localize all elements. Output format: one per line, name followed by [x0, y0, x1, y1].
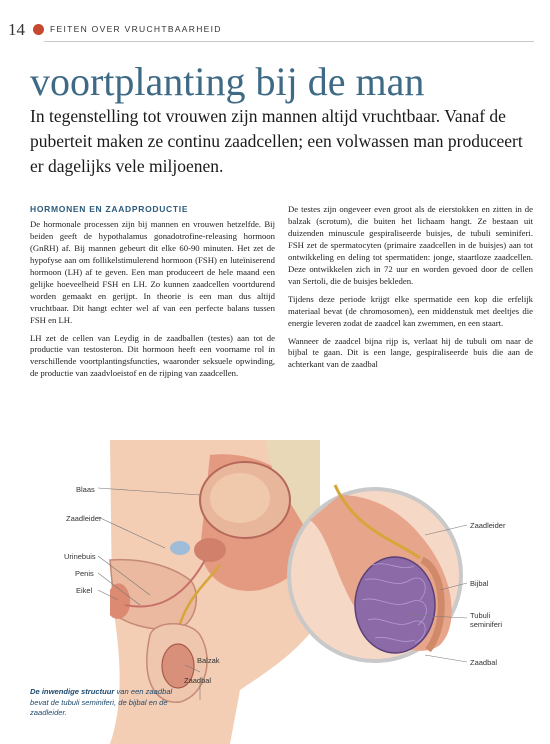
label-penis: Penis	[75, 569, 94, 578]
label-balzak: Balzak	[197, 656, 220, 665]
paragraph: LH zet de cellen van Leydig in de zaadballen (testes) aan tot de productie van testosteron. Dit hormoon heeft een voorname rol in verschillende voortplantingsfuncties, waaronder seksuele opwinding, de productie van zaadvloeistof en de rijping van zaadcellen.	[30, 332, 275, 379]
caption-text: van een zaadbal bevat de tubuli seminiferi, de bijbal en de zaadleider.	[30, 687, 173, 717]
page-number: 14	[8, 20, 25, 39]
text-column-right	[288, 204, 533, 371]
header-rule	[44, 41, 534, 42]
label-urinebuis: Urinebuis	[64, 552, 96, 561]
figure-caption	[30, 687, 178, 719]
intro-paragraph: In tegenstelling tot vrouwen zijn mannen altijd vruchtbaar. Vanaf de puberteit maken ze continu zaadcellen; een volwassen man produceert er dagelijks vele miljoenen.	[30, 106, 523, 176]
label-eikel: Eikel	[76, 586, 93, 595]
caption-bold: De inwendige structuur	[30, 687, 115, 696]
label-zaadleider-right: Zaadleider	[470, 521, 506, 530]
label-zaadleider-left: Zaadleider	[66, 514, 102, 523]
header-dot	[33, 24, 44, 35]
label-zaadbal-left: Zaadbal	[184, 676, 212, 685]
paragraph: De hormonale processen zijn bij mannen en vrouwen hetzelfde. Bij beiden geeft de hypothalamus gonadotrofine-releasing hormoon (GnRH) af. Bij mannen gebeurt dit elke 60-90 minuten. Het zet de hypofyse aan om follikelstimulerend hormoon (FSH) en luteïniserend hormoon (LH) af te geven. Een man produceert de hele maand een gelijke hoeveelheid FSH en LH. Zo kunnen zaadcellen voortdurend worden gemaakt en gerijpt. In theorie is een man dus altijd vruchtbaar. Dit hangt echter wel af van een perfecte balans tussen FSH en LH.	[30, 218, 275, 325]
section-heading: HORMONEN EN ZAADPRODUCTIE	[30, 204, 189, 214]
label-zaadbal-right: Zaadbal	[470, 658, 498, 667]
paragraph: De testes zijn ongeveer even groot als de eierstokken en zitten in de balzak (scrotum), die buiten het lichaam hangt. Ze bestaan uit duizenden minuscule gespiraliseerde buisjes, de tubuli seminiferi. FSH zet de spermatocyten (primaire zaadcellen in de buisjes) aan tot ontwikkeling en deling tot spermatiden: jonge, staartloze zaadcellen. Deze ontwikkelen zich in 72 uur en worden gevoed door de cellen van Sertoli, die de buisjes bekleden.	[288, 204, 533, 286]
section-header: FEITEN OVER VRUCHTBAARHEID	[50, 24, 222, 34]
label-seminiferi: seminiferi	[470, 620, 503, 629]
label-blaas: Blaas	[76, 485, 95, 494]
text-column-left	[30, 204, 275, 380]
page-title: voortplanting bij de man	[30, 59, 425, 104]
testis-detail-figure	[289, 485, 467, 662]
label-bijbal: Bijbal	[470, 579, 489, 588]
paragraph: Tijdens deze periode krijgt elke spermatide een kop die erfelijk materiaal bevat (de chromosomen), een middenstuk met deeltjes die energie leveren zodat de zaadcel kan zwemmen, en een staart.	[288, 293, 533, 328]
paragraph: Wanneer de zaadcel bijna rijp is, verlaat hij de tubuli om naar de bijbal te gaan. Dit is een lange, gespiraliseerde buis die aan de achterkant van de zaadbal	[288, 335, 533, 370]
label-tubuli: Tubuli	[470, 611, 491, 620]
